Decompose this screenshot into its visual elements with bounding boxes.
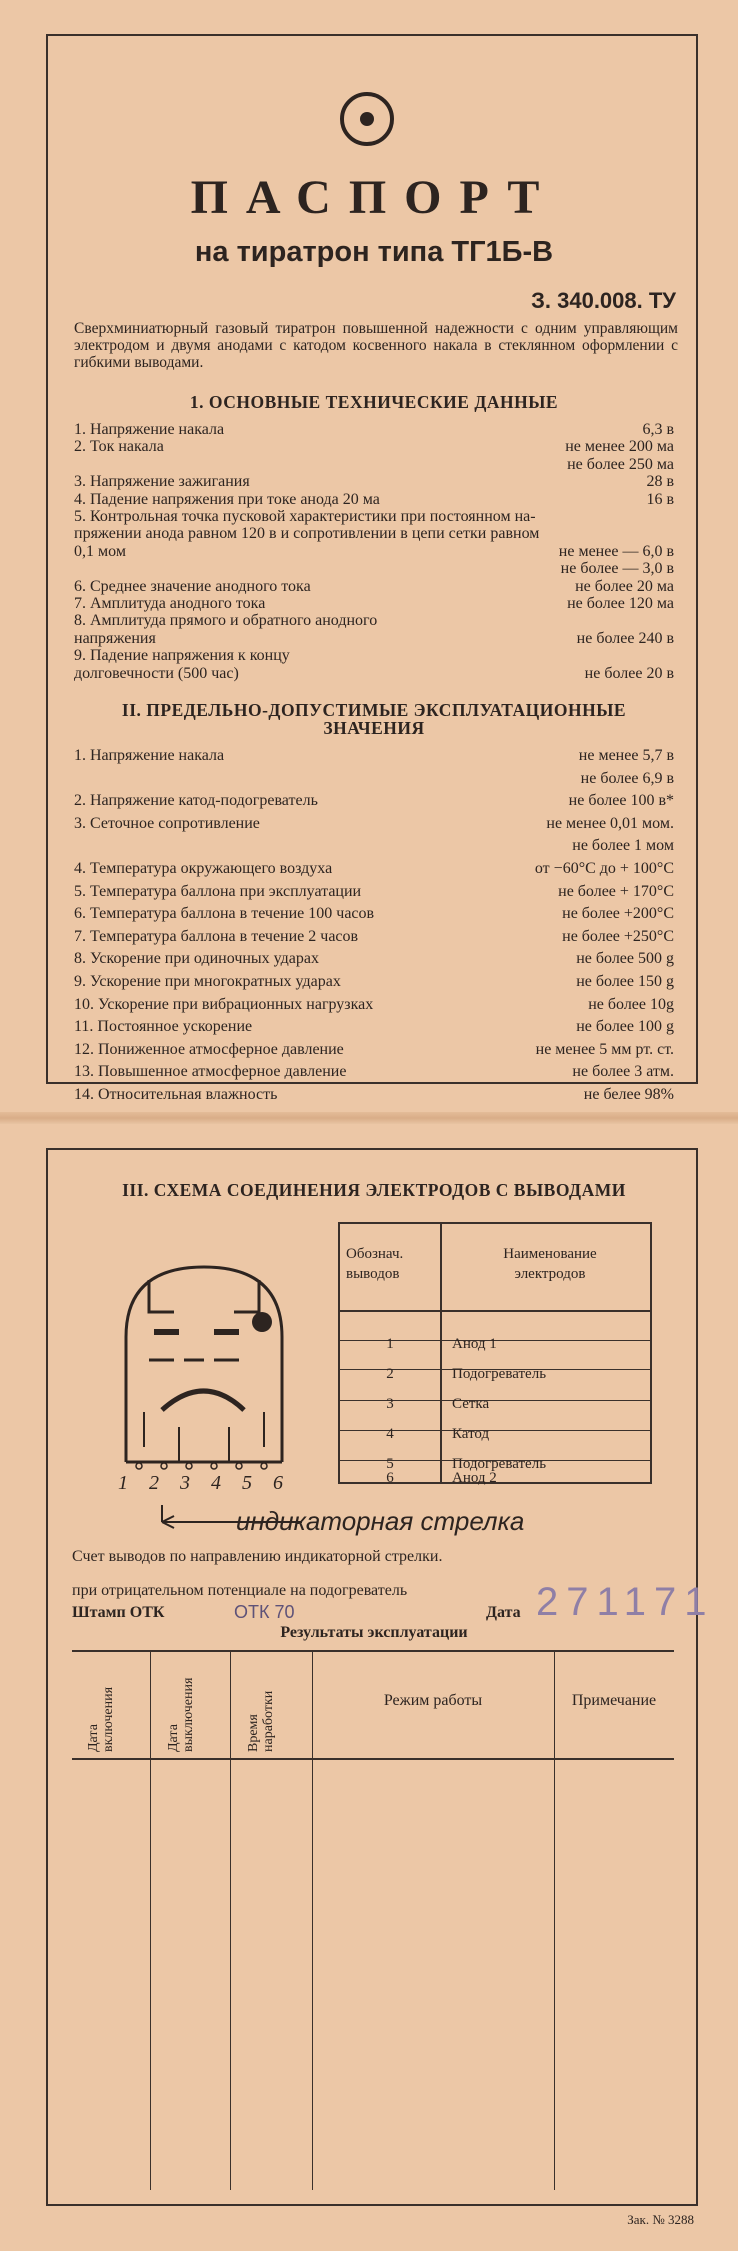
manufacturer-logo-icon bbox=[340, 92, 394, 146]
limit-item-value: не более +200°С bbox=[562, 905, 674, 923]
spec-item-label: долговечности (500 час) bbox=[74, 664, 239, 682]
pin-number-labels: 1 2 3 4 5 6 bbox=[118, 1472, 291, 1494]
limit-item-label: 5. Температура баллона при эксплуатации bbox=[74, 882, 362, 900]
pin-number: 3 bbox=[386, 1396, 394, 1412]
intro-paragraph: Сверхминиатюрный газовый тиратрон повышенной надежности с одним управляющим электродом и двумя анодами с катодом косвенного накала в стеклянном оформлении с гибкими выводами. bbox=[74, 320, 678, 371]
spec-item-value: не более 250 ма bbox=[567, 455, 674, 473]
spec-item-value: не более 120 ма bbox=[567, 595, 674, 612]
pin-number: 1 bbox=[386, 1336, 394, 1352]
spec-item-label: напряжения bbox=[74, 629, 156, 647]
spec-item-label: 2. Ток накала bbox=[74, 438, 164, 456]
page-fold bbox=[0, 1112, 738, 1124]
limit-item-label: 9. Ускорение при многократных ударах bbox=[74, 973, 341, 990]
spec-item-value: не более 20 в bbox=[584, 664, 674, 682]
spec-item-value: не более 20 ма bbox=[575, 577, 674, 595]
spec-item-label: 7. Амплитуда анодного тока bbox=[74, 595, 266, 612]
limit-item-label: 14. Относительная влажность bbox=[74, 1086, 278, 1103]
spec-item-label: 8. Амплитуда прямого и обратного анодного bbox=[74, 612, 378, 630]
results-col-note: Примечание bbox=[571, 1692, 657, 1709]
pin-number: 6 bbox=[386, 1470, 394, 1486]
pin-col-header-line2: выводов bbox=[346, 1266, 400, 1282]
limit-item-value: от −60°С до + 100°С bbox=[534, 860, 674, 877]
pin-col-header-line1: Обознач. bbox=[346, 1246, 404, 1262]
indicator-arrow-label: индикаторная стрелка bbox=[236, 1506, 525, 1536]
limit-item-label: 6. Температура баллона в течение 100 часов bbox=[74, 905, 375, 923]
results-col-date-off: Дата выключения bbox=[166, 1677, 196, 1752]
spec-item-label: 4. Падение напряжения при токе анода 20 ма bbox=[74, 490, 380, 508]
limit-item-value: не более 100 g bbox=[576, 1018, 674, 1036]
spec-item-value: не менее 200 ма bbox=[565, 438, 674, 456]
results-table bbox=[72, 1650, 674, 2190]
passport-front-sheet bbox=[46, 34, 698, 1103]
passport-back-sheet bbox=[46, 1148, 715, 2206]
limit-item-value: не более 150 g bbox=[576, 973, 674, 990]
results-col-hours: Время наработки bbox=[246, 1690, 276, 1752]
section1-heading: 1. ОСНОВНЫЕ ТЕХНИЧЕСКИЕ ДАННЫЕ bbox=[189, 392, 559, 412]
document-title: ПАСПОРТ bbox=[190, 171, 558, 224]
limit-item-label: 11. Постоянное ускорение bbox=[74, 1018, 253, 1036]
limit-item-value: не более 6,9 в bbox=[580, 769, 674, 787]
spec-item-label: 6. Среднее значение анодного тока bbox=[74, 577, 311, 595]
limit-item-label: 1. Напряжение накала bbox=[74, 747, 225, 764]
spec-item-value: 16 в bbox=[646, 490, 674, 508]
limit-item-value: не более 100 в* bbox=[568, 792, 674, 810]
spec-item-label: 9. Падение напряжения к концу bbox=[74, 647, 290, 665]
spec-item-value: не более 240 в bbox=[576, 629, 674, 647]
limit-item-value: не более 500 g bbox=[576, 950, 674, 968]
pin-number: 5 bbox=[386, 1456, 394, 1472]
tube-pinout-diagram bbox=[104, 1262, 304, 1492]
spec-item-label: 1. Напряжение накала bbox=[74, 421, 225, 438]
limit-item-value: не более +250°С bbox=[562, 927, 674, 945]
results-col-date-on: Дата включения bbox=[86, 1686, 116, 1752]
spec-item-value: 28 в bbox=[646, 473, 674, 491]
date-stamp: 271171 bbox=[536, 1580, 715, 1624]
stamp-label: Штамп ОТК bbox=[72, 1604, 165, 1621]
electrode-name: Катод bbox=[452, 1426, 490, 1442]
pin-table bbox=[338, 1222, 652, 1484]
document-subtitle: на тиратрон типа ТГ1Б-В bbox=[194, 236, 554, 268]
results-col-mode: Режим работы bbox=[383, 1692, 483, 1709]
spec-item-label: 5. Контрольная точка пусковой характеристики при постоянном на- bbox=[74, 508, 536, 525]
spec-item-label: 3. Напряжение зажигания bbox=[74, 473, 250, 491]
pin-number: 4 bbox=[386, 1426, 394, 1442]
limit-item-label: 8. Ускорение при одиночных ударах bbox=[74, 950, 320, 968]
limit-item-label: 12. Пониженное атмосферное давление bbox=[74, 1040, 344, 1058]
limit-item-value: не менее 5 мм рт. ст. bbox=[535, 1040, 674, 1058]
limit-item-value: не более 3 атм. bbox=[572, 1063, 674, 1081]
section3-heading: III. СХЕМА СОЕДИНЕНИЯ ЭЛЕКТРОДОВ С ВЫВОДАМИ bbox=[122, 1180, 626, 1200]
electrode-name: Анод 1 bbox=[452, 1336, 497, 1352]
section2-heading-line2: ЗНАЧЕНИЯ bbox=[323, 718, 425, 738]
limit-item-value: не белее 98% bbox=[583, 1086, 674, 1103]
limit-item-label: 7. Температура баллона в течение 2 часов bbox=[74, 927, 359, 945]
spec-item-value: не менее — 6,0 в bbox=[558, 542, 674, 560]
limit-item-value: не менее 5,7 в bbox=[578, 747, 674, 764]
limit-item-value: не более 1 мом bbox=[572, 837, 674, 855]
limit-item-label: 3. Сеточное сопротивление bbox=[74, 814, 260, 832]
pin-count-note: Счет выводов по направлению индикаторной стрелки. bbox=[72, 1548, 443, 1565]
spec-item-label: 0,1 мом bbox=[74, 542, 126, 560]
limit-item-label: 2. Напряжение катод-подогреватель bbox=[74, 792, 318, 810]
heater-potential-note: при отрицательном потенциале на подогреватель bbox=[72, 1582, 408, 1599]
spec-code: З. 340.008. ТУ bbox=[531, 288, 676, 313]
spec-item-label: пряжении анода равном 120 в и сопротивлении в цепи сетки равном bbox=[74, 525, 540, 543]
order-number: Зак. № 3288 bbox=[627, 2212, 694, 2227]
spec-item-value: 6,3 в bbox=[642, 421, 674, 438]
pin-number: 2 bbox=[386, 1366, 394, 1382]
otk-stamp: ОТК 70 bbox=[234, 1602, 295, 1622]
limit-item-label: 4. Температура окружающего воздуха bbox=[74, 860, 333, 877]
limit-item-value: не менее 0,01 мом. bbox=[546, 814, 674, 832]
electrode-name: Анод 2 bbox=[452, 1470, 497, 1486]
electrode-col-header-line2: электродов bbox=[514, 1266, 586, 1282]
limit-item-label: 10. Ускорение при вибрационных нагрузках bbox=[74, 995, 374, 1013]
electrode-name: Подогреватель bbox=[452, 1456, 547, 1472]
electrode-col-header-line1: Наименование bbox=[503, 1246, 597, 1262]
limit-item-value: не более 10g bbox=[588, 995, 674, 1013]
date-label: Дата bbox=[486, 1604, 521, 1621]
electrode-name: Сетка bbox=[452, 1396, 490, 1412]
limit-item-label: 13. Повышенное атмосферное давление bbox=[74, 1063, 347, 1081]
limit-item-value: не более + 170°С bbox=[558, 882, 674, 900]
section2-heading-line1: II. ПРЕДЕЛЬНО-ДОПУСТИМЫЕ ЭКСПЛУАТАЦИОННЫЕ bbox=[121, 700, 627, 720]
spec-item-value: не более — 3,0 в bbox=[560, 560, 674, 578]
results-title: Результаты эксплуатации bbox=[280, 1624, 468, 1641]
electrode-name: Подогреватель bbox=[452, 1366, 547, 1382]
